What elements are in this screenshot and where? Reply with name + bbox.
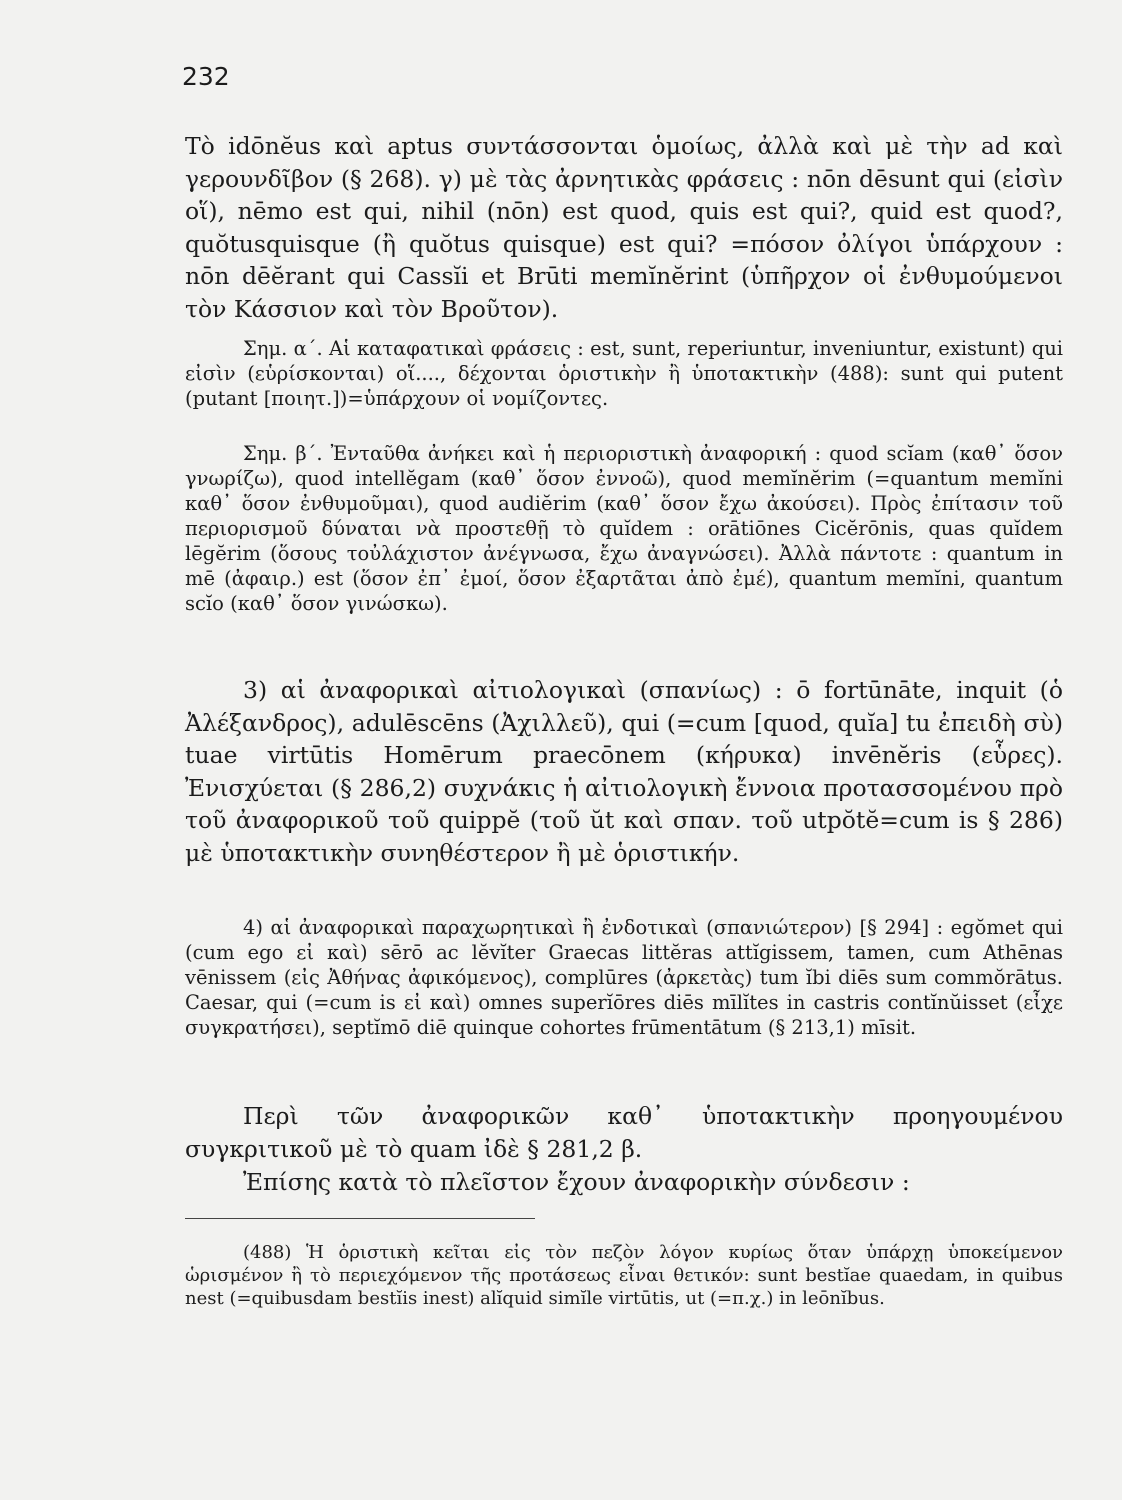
paragraph-idoneus: Τὸ idōnĕus καὶ aptus συντάσσονται ὁμοίως, ἀλλὰ καὶ μὲ τὴν ad καὶ γερουνδῖβον (§ 268). γ) μὲ τὰς ἀρνητικὰς φράσεις : nōn dēsunt qui (εἰσὶν οἵ), nēmo est qui, nihil (nōn) est quod, quis est qui?, quid est quod?, quŏtusquisque (ἢ quŏtus quisque) est qui? =πόσον ὀλίγοι ὑπάρχουν : nōn dēĕrant qui Cassĭi et Brūti memĭnĕrint (ὑπῆρχον οἱ ἐνθυμούμενοι τὸν Κάσσιον καὶ τὸν Βροῦτον). (185, 132, 1063, 323)
paragraph-relative-connection: Ἐπίσης κατὰ τὸ πλεῖστον ἔχουν ἀναφορικὴν σύνδεσιν : (243, 1168, 910, 1196)
footnote-488: (488) Ἡ ὁριστικὴ κεῖται εἰς τὸν πεζὸν λόγον κυρίως ὅταν ὑπάρχῃ ὑποκείμενον ὡρισμένον ἢ τὸ περιεχόμενον τῆς προτάσεως εἶναι θετικόν: sunt bestĭae quaedam, in quibus nest (=quibusdam bestĭis inest) alĭquid simĭle virtūtis, ut (=π.χ.) in leōnĭbus. (185, 1242, 1063, 1309)
paragraph-concessive-relatives: 4) αἱ ἀναφορικαὶ παραχωρητικαὶ ἢ ἐνδοτικαὶ (σπανιώτερον) [§ 294] : egŏmet qui (cum ego εἰ καὶ) sērō ac lĕvĭter Graecas littĕras attĭgissem, tamen, cum Athēnas vēnissem (εἰς Ἀθήνας ἀφικόμενος), complūres (ἀρκετὰς) tum ĭbi diēs sum commŏrātus. Caesar, qui (=cum is εἰ καὶ) omnes superĭōres diēs mīlĭtes in castris contĭnŭisset (εἶχε συγκρατήσει), septĭmō diē quinque cohortes frūmentātum (§ 213,1) mīsit. (185, 916, 1063, 1039)
note-alpha: Σημ. α΄. Αἱ καταφατικαὶ φράσεις : est, sunt, reperiuntur, inveniuntur, existunt) qui εἰσὶν (εὑρίσκονται) οἵ...., δέχονται ὁριστικὴν ἢ ὑποτακτικὴν (488): sunt qui putent (putant [ποιητ.])=ὑπάρχουν οἱ νομίζοντες. (185, 337, 1063, 410)
page-number: 232 (182, 62, 230, 91)
note-beta: Σημ. β΄. Ἐνταῦθα ἀνήκει καὶ ἡ περιοριστικὴ ἀναφορική : quod scĭam (καθ᾿ ὅσον γνωρίζω), quod intellĕgam (καθ᾿ ὅσον ἐννοῶ), quod memĭnĕrim (=quantum memĭni καθ᾿ ὅσον ἐνθυμοῦμαι), quod audiĕrim (καθ᾿ ὅσον ἔχω ἀκούσει). Πρὸς ἐπίτασιν τοῦ περιορισμοῦ δύναται νὰ προστεθῇ τὸ quĭdem : orātiōnes Cicĕrōnis, quas quĭdem lēgĕrim (ὅσους τοὐλάχιστον ἀνέγνωσα, ἔχω ἀναγνώσει). Ἀλλὰ πάντοτε : quantum in mē (ἀφαιρ.) est (ὅσον ἐπ᾿ ἐμοί, ὅσον ἐξαρτᾶται ἀπὸ ἐμέ), quantum memĭni, quantum scĭo (καθ᾿ ὅσον γινώσκω). (185, 442, 1063, 615)
paragraph-causal-relatives: 3) αἱ ἀναφορικαὶ αἰτιολογικαὶ (σπανίως) : ō fortūnāte, inquit (ὁ Ἀλέξανδρος), adulēscēns (Ἀχιλλεῦ), qui (=cum [quod, quĭa] tu ἐπειδὴ σὺ) tuae virtūtis Homērum praecōnem (κήρυκα) invēnĕris (εὗρες). Ἐνισχύεται (§ 286,2) συχνάκις ἡ αἰτιολογικὴ ἔννοια προτασσομένου πρὸ τοῦ ἀναφορικοῦ τοῦ quippĕ (τοῦ ŭt καὶ σπαν. τοῦ utpŏtĕ=cum is § 286) μὲ ὑποτακτικὴν συνηθέστερον ἢ μὲ ὁριστικήν. (185, 676, 1063, 867)
paragraph-comparative-reference: Περὶ τῶν ἀναφορικῶν καθ᾿ ὑποτακτικὴν προηγουμένου συγκριτικοῦ μὲ τὸ quam ἰδὲ § 281,2 β. (185, 1102, 1063, 1163)
footnote-divider (185, 1218, 535, 1219)
